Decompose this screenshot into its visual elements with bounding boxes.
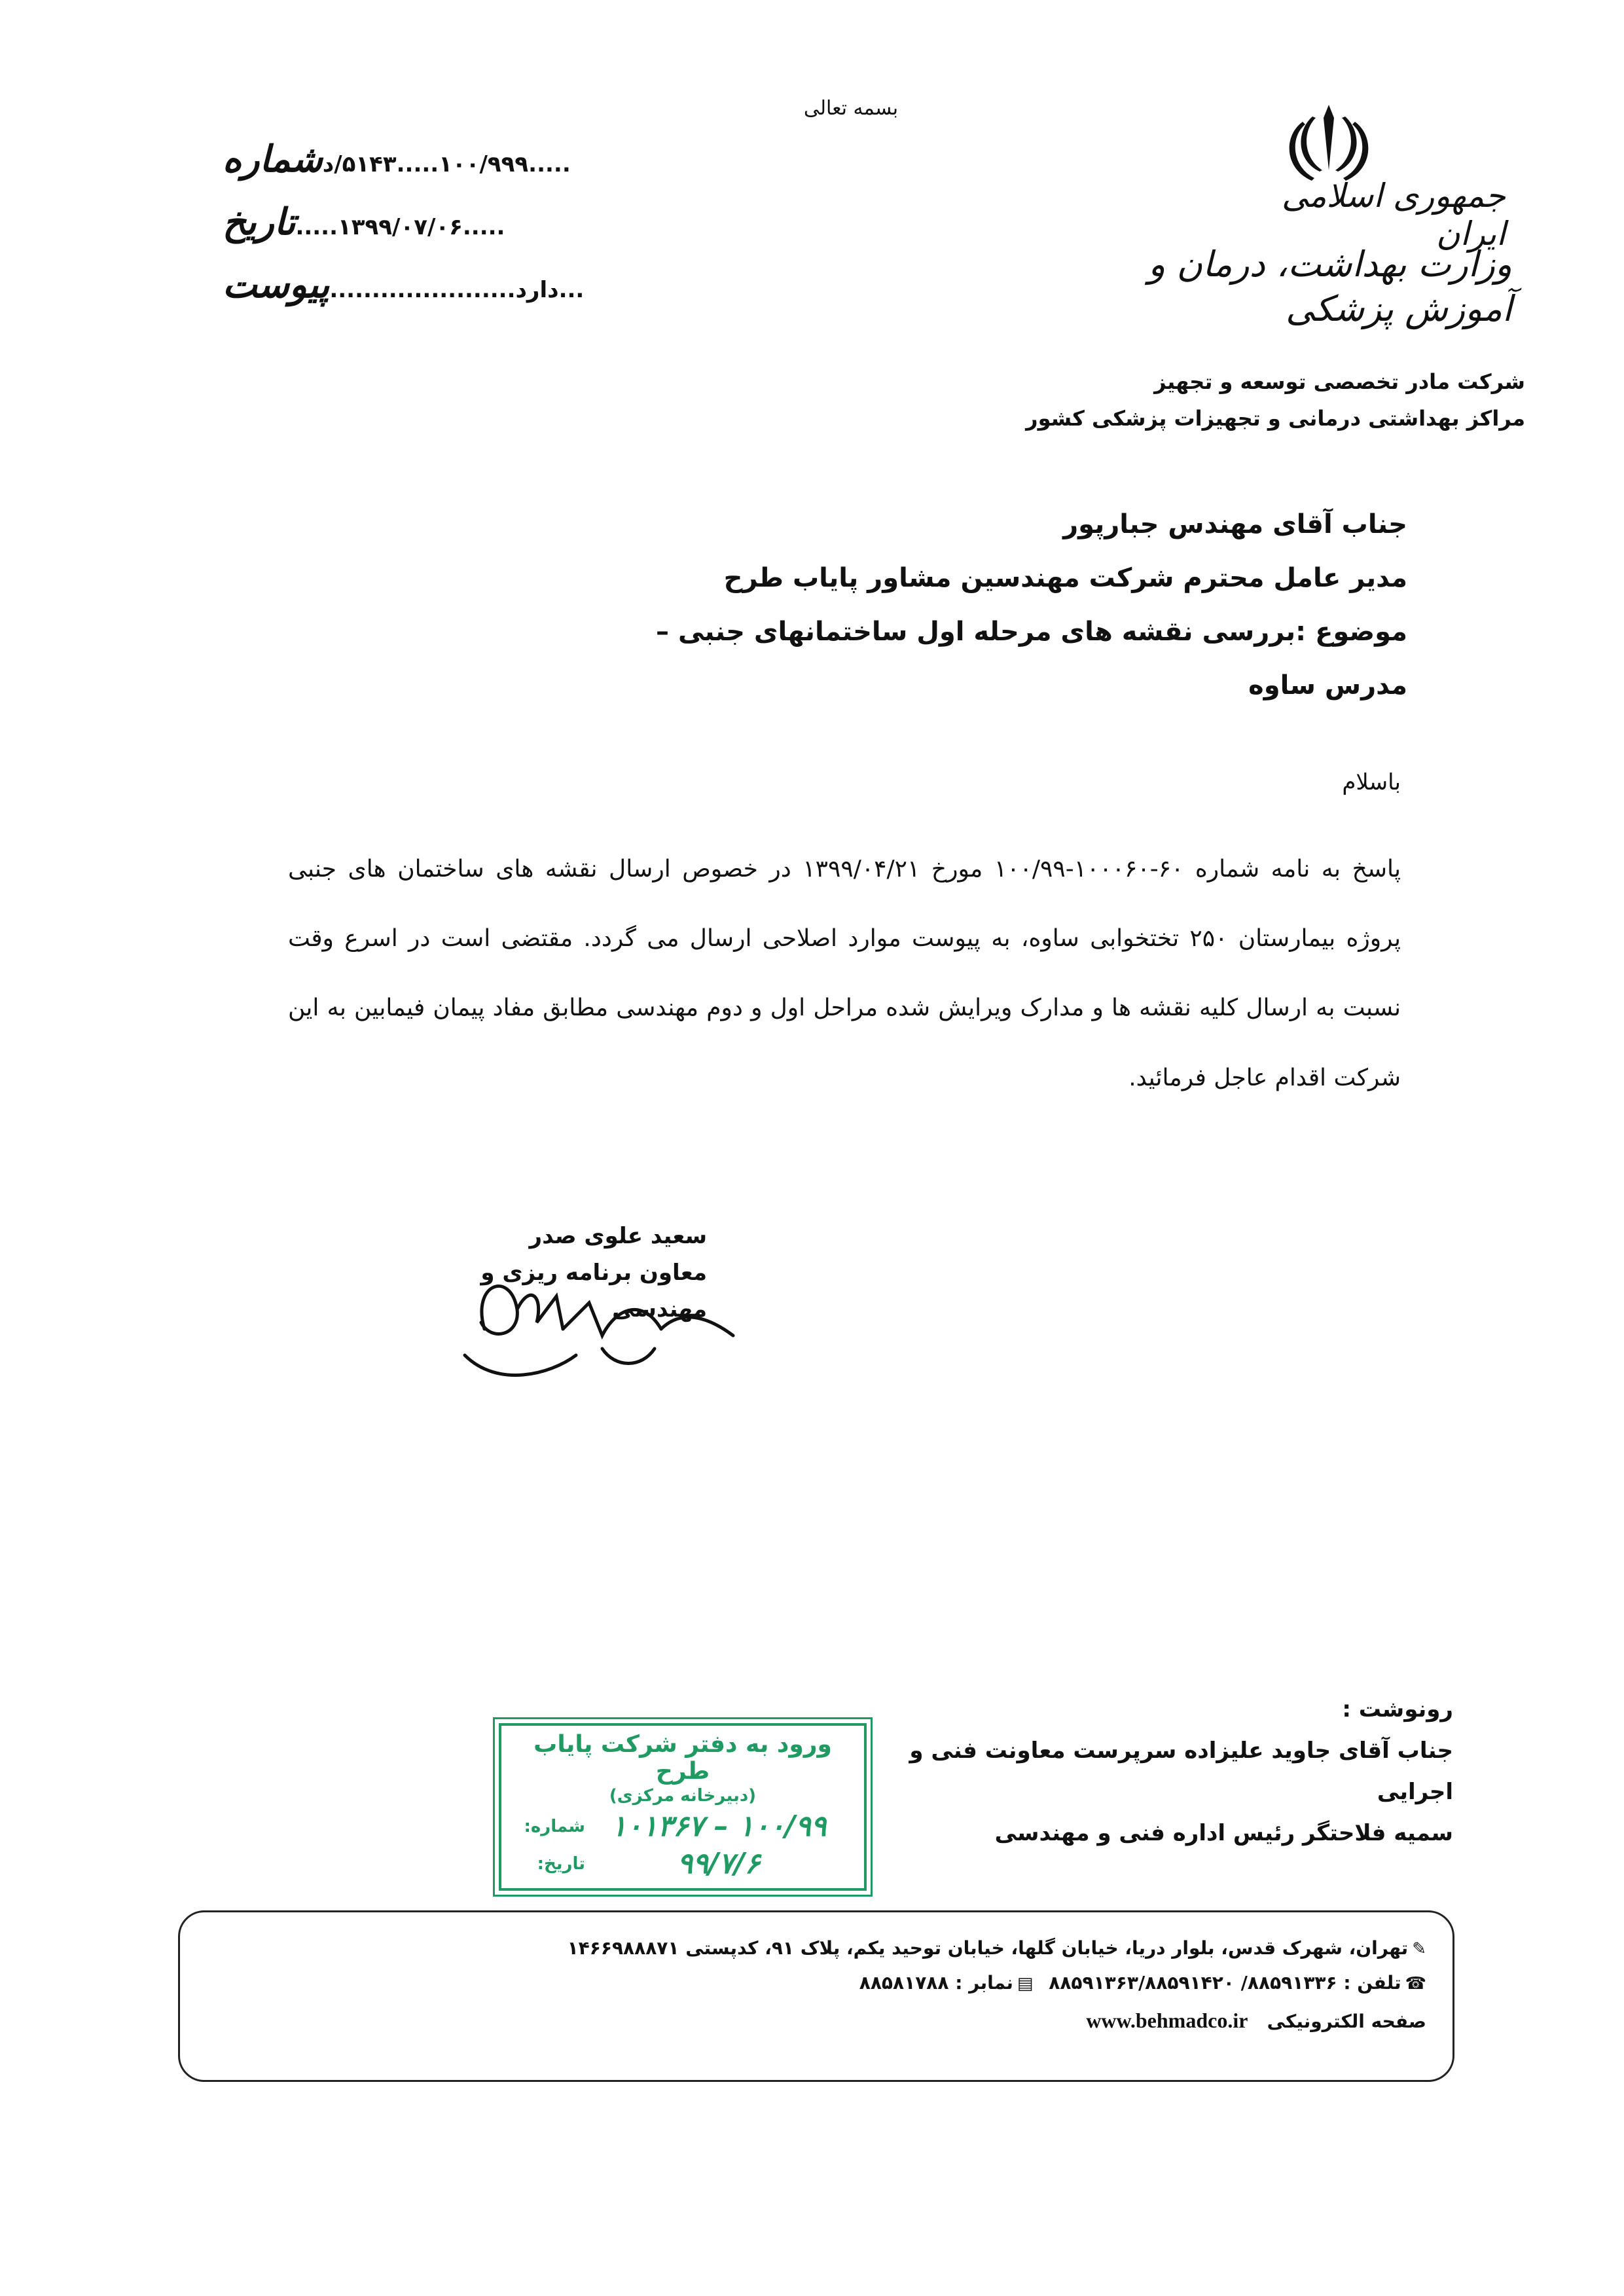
addressee-position: مدیر عامل محترم شرکت مهندسین مشاور پایاب طرح — [723, 563, 1407, 593]
signature-icon — [445, 1257, 753, 1388]
cc-line-2: سمیه فلاحتگر رئیس اداره فنی و مهندسی — [994, 1819, 1453, 1846]
stamp-number-label: شماره: — [524, 1816, 585, 1836]
cc-line-1: جناب آقای جاوید علیزاده سرپرست معاونت فنی و اجرایی — [909, 1737, 1453, 1805]
company-name — [1021, 363, 1525, 437]
bismillah: بسمه تعالی — [803, 97, 899, 120]
stamp-title: ورود به دفتر شرکت پایاب طرح — [533, 1731, 832, 1785]
letter-body: پاسخ به نامه شماره ۶۰-۱۰۰۰۶۰-۱۰۰/۹۹ مورخ ۱۳۹۹/۰۴/۲۱ در خصوص ارسال نقشه های ساختمان های جنبی پروژه بیمارستان ۲۵۰ تختخوابی ساوه، به پیوست موارد اصلاحی ارسال می گردد. مقتضی است در اسرع وقت نسبت به ارسال کلیه نقشه ها و مدارک ویرایش شده مراحل اول و دوم مهندسی مطابق مفاد پیمان فیمابین به این شرکت اقدام عاجل فرمائید. — [288, 856, 1401, 1091]
cc-label: رونوشت : — [1342, 1696, 1453, 1722]
stamp-date-value: ۹۹/۷/۶ — [677, 1847, 761, 1880]
signer-name: سعید علوی صدر — [529, 1223, 707, 1249]
meta-number-value: .....۱۰۰/۹۹۹.....۵۱۴۳/د — [322, 151, 571, 177]
stamp-number-value: ۱۰۰/۹۹ – ۱۰۱۳۶۷ — [611, 1810, 827, 1843]
greeting: باسلام — [1342, 769, 1401, 795]
meta-date-label: تاریخ — [223, 200, 296, 244]
footer-address: تهران، شهرک قدس، بلوار دریا، خیابان گلها، خیابان توحید یکم، پلاک ۹۱، کدپستی ۱۴۶۶۹۸۸۸۷۱ — [567, 1937, 1409, 1959]
meta-date-value: .....۱۳۹۹/۰۷/۰۶..... — [295, 214, 505, 240]
stamp-number-row — [513, 1810, 852, 1843]
signer-title: معاون برنامه ریزی و مهندسی — [480, 1260, 707, 1323]
meta-attachment-label: پیوست — [223, 263, 330, 306]
footer-fax: نمابر : ۸۸۵۸۱۷۸۸ — [859, 1972, 1013, 1994]
footer-box — [178, 1910, 1454, 2082]
footer-phone: تلفن : ۸۸۵۹۱۳۳۶/ ۸۸۵۹۱۳۶۳/۸۸۵۹۱۴۲۰ — [1049, 1972, 1401, 1994]
republic-title: جمهوری اسلامی ایران — [1282, 177, 1506, 253]
footer-web-line — [206, 2001, 1426, 2041]
company-line-1: شرکت مادر تخصصی توسعه و تجهیز — [1154, 369, 1525, 394]
meta-attachment-row — [223, 263, 585, 326]
received-stamp — [499, 1723, 867, 1891]
addressee-block — [655, 498, 1407, 712]
footer-address-line — [206, 1931, 1426, 1965]
company-line-2: مراکز بهداشتی درمانی و تجهیزات پزشکی کشور — [1026, 406, 1525, 431]
iran-emblem-icon — [1276, 98, 1381, 183]
meta-number-row — [223, 137, 571, 200]
footer-contact-line — [206, 1965, 1426, 2000]
footer-website[interactable]: www.behmadco.ir — [1086, 2008, 1248, 2032]
stamp-date-label: تاریخ: — [537, 1853, 585, 1874]
letter-meta — [223, 137, 585, 326]
meta-number-label: شماره — [223, 137, 323, 181]
stamp-subtitle: (دبیرخانه مرکزی) — [609, 1786, 757, 1806]
fax-icon: ▤ — [1017, 1974, 1034, 1994]
footer-website-label: صفحه الکترونیکی — [1267, 2010, 1426, 2032]
meta-date-row — [223, 200, 524, 263]
meta-attachment-value: ...دارد...................... — [329, 277, 585, 303]
cc-block — [903, 1689, 1453, 1854]
phone-icon: ☎ — [1405, 1974, 1426, 1994]
letter-subject: موضوع :بررسی نقشه های مرحله اول ساختمانهای جنبی – مدرس ساوه — [656, 617, 1407, 701]
addressee-name: جناب آقای مهندس جبارپور — [1063, 509, 1407, 539]
ministry-title: وزارت بهداشت، درمان و آموزش پزشکی — [1148, 244, 1512, 329]
pen-icon: ✎ — [1412, 1939, 1426, 1959]
stamp-date-row — [513, 1847, 852, 1880]
